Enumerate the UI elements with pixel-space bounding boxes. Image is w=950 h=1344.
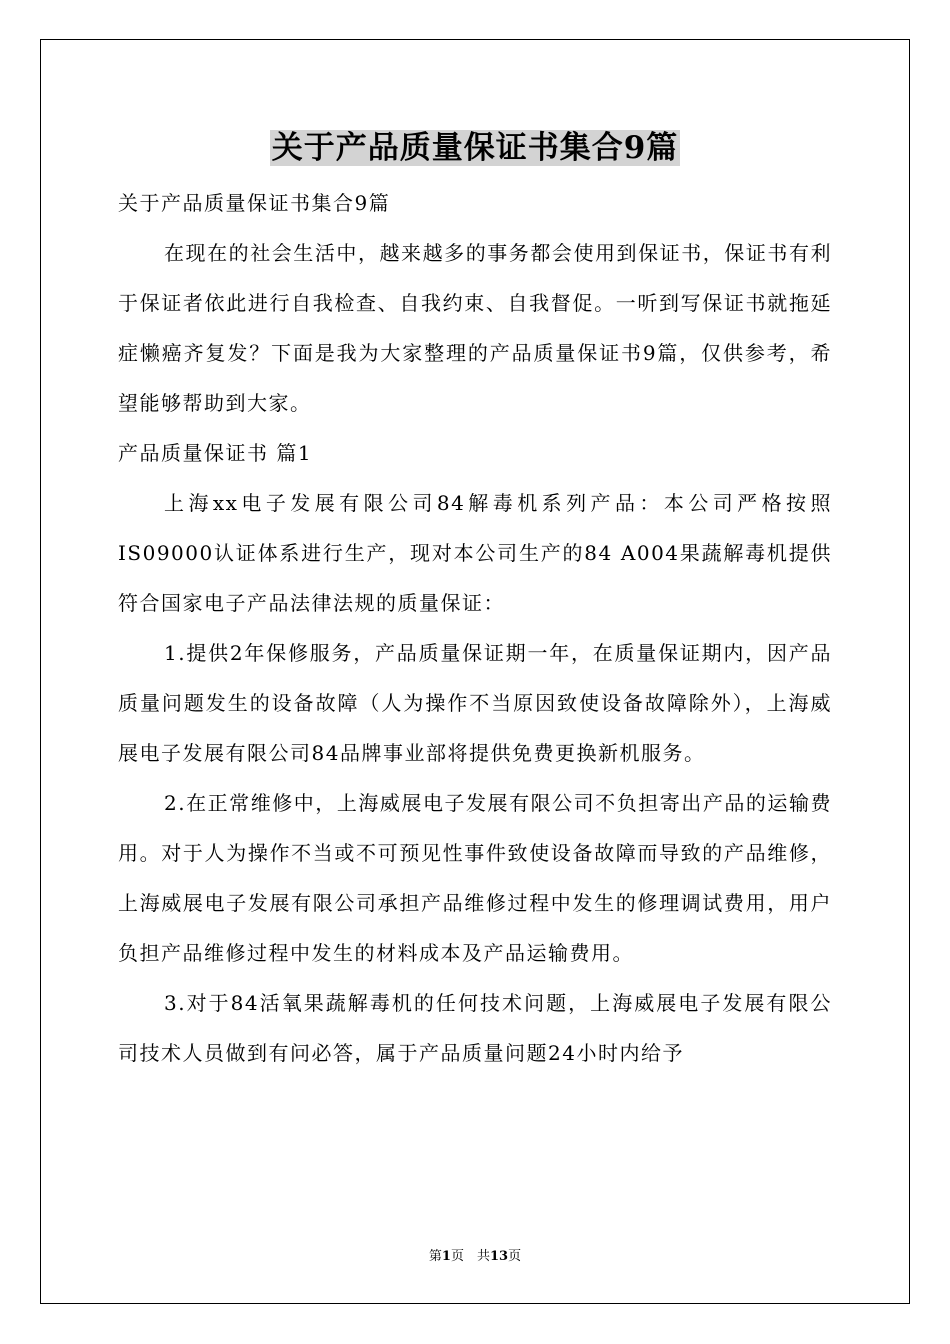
document-title-block bbox=[0, 128, 950, 168]
document-body bbox=[118, 178, 832, 1078]
section-heading: 产品质量保证书 篇1 bbox=[118, 441, 313, 465]
clause-2-paragraph: 2.在正常维修中，上海威展电子发展有限公司不负担寄出产品的运输费用。对于人为操作不当或不可预见性事件致使设备故障而导致的产品维修，上海威展电子发展有限公司承担产品维修过程中发生的修理调试费用，用户负担产品维修过程中发生的材料成本及产品运输费用。 bbox=[118, 791, 832, 965]
clause-1-paragraph: 1.提供2年保修服务，产品质量保证期一年，在质量保证期内，因产品质量问题发生的设备故障（人为操作不当原因致使设备故障除外），上海威展电子发展有限公司84品牌事业部将提供免费更换新机服务。 bbox=[118, 641, 832, 765]
page-mid: 页 共 bbox=[450, 1249, 490, 1264]
intro-paragraph: 在现在的社会生活中，越来越多的事务都会使用到保证书，保证书有利于保证者依此进行自我检查、自我约束、自我督促。一听到写保证书就拖延症懒癌齐复发？下面是我为大家整理的产品质量保证书9篇，仅供参考，希望能够帮助到大家。 bbox=[118, 241, 832, 415]
page-suffix: 页 bbox=[508, 1249, 522, 1264]
document-title: 关于产品质量保证书集合9篇 bbox=[271, 130, 679, 166]
page-prefix: 第 bbox=[428, 1249, 442, 1264]
clause-3-paragraph: 3.对于84活氧果蔬解毒机的任何技术问题，上海威展电子发展有限公司技术人员做到有问必答，属于产品质量问题24小时内给予 bbox=[118, 991, 832, 1065]
page-current: 1 bbox=[441, 1249, 451, 1264]
page-total: 13 bbox=[489, 1249, 509, 1264]
body-paragraph: 上海xx电子发展有限公司84解毒机系列产品：本公司严格按照IS09000认证体系进行生产，现对本公司生产的84 A004果蔬解毒机提供符合国家电子产品法律法规的质量保证： bbox=[118, 491, 832, 615]
subtitle-line: 关于产品质量保证书集合9篇 bbox=[118, 191, 391, 215]
page-footer bbox=[0, 1245, 950, 1264]
